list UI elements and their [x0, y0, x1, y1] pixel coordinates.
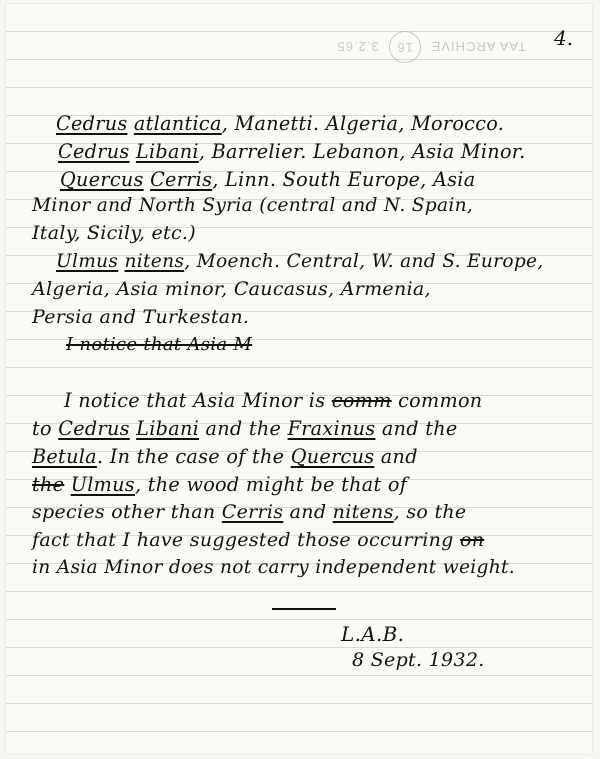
underlined-term: nitens [332, 501, 394, 523]
struck-text: the [32, 473, 65, 496]
underlined-term: Betula [32, 445, 97, 468]
handwritten-line [58, 140, 526, 163]
line-text: fact that I have suggested those occurring [32, 529, 460, 551]
underlined-term: Cedrus [58, 140, 130, 163]
archive-stamp-date: 3.2.65 [336, 39, 379, 55]
line-text: Algeria, Asia minor, Caucasus, Armenia, [32, 278, 431, 300]
line-text: Minor and North Syria (central and N. Spain, [32, 195, 474, 216]
handwritten-line [32, 501, 466, 523]
handwritten-line [32, 417, 458, 440]
handwritten-line [56, 112, 504, 135]
line-text: , Barrelier. Lebanon, Asia Minor. [198, 140, 526, 163]
underlined-term: Libani [136, 417, 200, 440]
archive-stamp-label: TAA ARCHIVE [430, 39, 526, 55]
underlined-term: Ulmus [56, 251, 119, 272]
handwritten-line [32, 557, 515, 578]
line-text: and the [375, 417, 458, 440]
line-text: species other than [32, 501, 222, 523]
line-text: and the [199, 417, 288, 440]
letter-page [6, 4, 592, 754]
line-text: I notice that Asia Minor is [64, 389, 332, 412]
handwritten-line [32, 195, 473, 216]
handwritten-line [32, 473, 407, 496]
underlined-term: Cerris [150, 168, 213, 191]
underlined-term: Libani [135, 140, 199, 163]
line-text: common [391, 389, 483, 412]
handwritten-line [56, 251, 544, 272]
underlined-term: Cerris [221, 501, 284, 523]
underlined-term: Ulmus [70, 473, 135, 496]
line-text: Italy, Sicily, etc.) [32, 222, 196, 244]
underlined-term: Fraxinus [287, 417, 376, 440]
struck-text: comm [331, 389, 392, 412]
line-text: , Linn. South Europe, Asia [212, 168, 476, 191]
line-text: , Manetti. Algeria, Morocco. [221, 112, 505, 135]
folio-number: 16 [389, 31, 421, 63]
underlined-term: Quercus [60, 168, 144, 191]
line-text: , Moench. Central, W. and S. Europe, [184, 251, 544, 272]
line-text: , so the [393, 501, 467, 523]
line-text: in Asia Minor does not carry independent weight. [32, 557, 515, 578]
struck-text: on [459, 529, 485, 551]
page-number: 4. [554, 26, 574, 50]
handwritten-line [60, 168, 475, 191]
handwritten-line [32, 445, 418, 468]
line-text: . In the case of the [96, 445, 291, 468]
struck-text: I notice that Asia M [66, 334, 253, 355]
handwritten-line [64, 389, 482, 412]
signature-initials: L.A.B. [341, 622, 405, 646]
line-text: and [374, 445, 418, 468]
line-text: , the wood might be that of [134, 473, 408, 496]
underlined-term: Quercus [290, 445, 375, 468]
line-text: and [283, 501, 333, 523]
handwritten-line [66, 334, 252, 355]
underlined-term: atlantica [133, 112, 222, 135]
handwritten-line [32, 222, 196, 244]
underlined-term: nitens [124, 251, 185, 272]
divider-rule [272, 608, 336, 610]
line-text: Persia and Turkestan. [32, 306, 250, 328]
archive-stamp [276, 32, 526, 62]
handwritten-line [32, 529, 484, 551]
handwritten-line [32, 306, 249, 328]
underlined-term: Cedrus [58, 417, 130, 440]
handwritten-line [32, 278, 431, 300]
signature-date: 8 Sept. 1932. [352, 649, 485, 671]
underlined-term: Cedrus [56, 112, 128, 135]
line-text: to [32, 417, 59, 440]
